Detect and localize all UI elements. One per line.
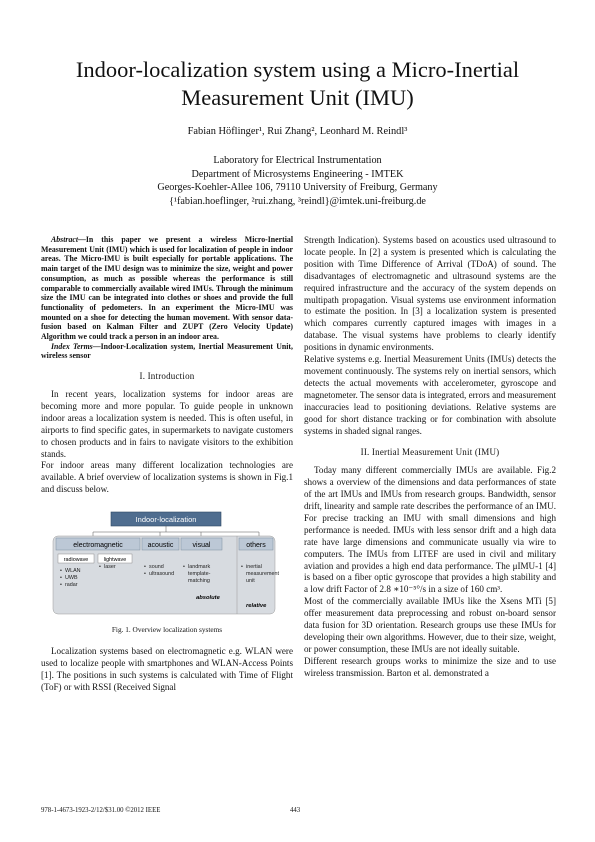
title-line-2: Measurement Unit (IMU): [181, 85, 414, 110]
intro-paragraph-1: In recent years, localization systems for indoor areas are becoming more and more popular. To guide people in unknown indoor areas a localization system is needed. This is often useful, in airports to find specific gates, in supermarkets to navigate customers to chosen products and in fairs to navigate visitors to the exhibition stands.: [41, 389, 293, 459]
root-label: Indoor-localization: [135, 515, 197, 525]
abstract: [41, 235, 293, 342]
section-heading-introduction: I. Introduction: [139, 371, 195, 382]
paper-title: [40, 56, 555, 112]
svg-text:•: •: [60, 575, 62, 582]
label-absolute: absolute: [196, 595, 220, 602]
item-template: template-: [188, 571, 211, 578]
item-laser: laser: [104, 564, 116, 571]
item-sound: sound: [149, 564, 164, 571]
localization-overview-diagram: [41, 506, 293, 618]
item-inertial: inertial: [246, 564, 262, 571]
category-visual: visual: [192, 542, 211, 550]
right-paragraph-2: Relative systems e.g. Inertial Measurement Units (IMUs) detects the movement continuously. The systems rely on inertial sensors, which detects the actual movements with accelerometer, gyroscope and magnetometer. The sensor data is integrated, errors and measurement inaccuracies lead to positioning deviations. Relative systems are good for short distance tracking or for combination with absolute systems in shaded signal ranges.: [304, 354, 556, 436]
index-terms-label: Index Terms: [51, 341, 93, 351]
item-radar: radar: [65, 582, 78, 589]
item-matching: matching: [188, 578, 210, 585]
right-column: [304, 235, 556, 680]
footer-page-number: 443: [290, 807, 301, 814]
item-ultrasound: ultrasound: [149, 571, 175, 578]
figure-1: [41, 506, 293, 618]
right-paragraph-4: Most of the commercially available IMUs like the Xsens MTi [5] offer measurement data preprocessing and robust on-board sensor data fusion for 3D orientation. Research groups use these IMUs for developing their own algorithms. However, due to their size, weight, or power consumption, these IMUs are not ideally suitable.: [304, 596, 556, 654]
affiliation-line-2: Department of Microsystems Engineering - IMTEK: [191, 168, 404, 180]
authors: Fabian Höflinger¹, Rui Zhang², Leonhard M. Reindl³: [187, 126, 408, 137]
svg-text:•: •: [144, 564, 146, 571]
abstract-text: —In this paper we present a wireless Micro-Inertial Measurement Unit (IMU) which is used for localization of people in indoor areas. The Micro-IMU is built especially for portable applications. The main target of the IMU design was to minimize the size, weight and power consumption, as much as possible whereas the performance is still comparable to commercially available wired IMUs. Through the minimum size the IMU can be integrated into clothes or shoes and provide the full functionality of pedometers. In an experiment the Micro-IMU was mounted on a shoe for detecting the human movement. With sensor data-fusion based on Kalman Filter and ZUPT (Zero Velocity Update) Algorithm we could track a person in an indoor area.: [41, 235, 293, 342]
affiliation-line-1: Laboratory for Electrical Instrumentation: [213, 155, 382, 166]
svg-text:•: •: [183, 564, 185, 571]
label-relative: relative: [246, 603, 267, 610]
category-acoustic: acoustic: [147, 542, 174, 550]
svg-text:•: •: [60, 568, 62, 575]
figure-1-caption: Fig. 1. Overview localization systems: [111, 625, 223, 635]
svg-text:•: •: [144, 571, 146, 578]
right-paragraph-1: Strength Indication). Systems based on acoustics used ultrasound to locate people. In [2] a system is presented which is calculating the position with Time Difference of Arrival (TDoA) of sound. The disadvantages of electromagnetic and ultrasound systems are the required infrastructure and the accuracy of the system depends on multipath propagation. Visual systems use environment information to estimate the position. In [3] a localization system is presented which compares currently captured images with images in a database. The visual systems have problems to clearly identify positions in dynamic environments.: [304, 235, 556, 353]
index-terms-text: —Indoor-Localization system, Inertial Measurement Unit, wireless sensor: [41, 341, 293, 361]
svg-text:•: •: [241, 564, 243, 571]
right-paragraph-5: Different research groups works to minimize the size and to use wireless transmission. Barton et al. demonstrated a: [304, 655, 556, 678]
title-line-1: Indoor-localization system using a Micro-Inertial: [75, 57, 520, 82]
sub-lightwave: lightwave: [103, 557, 127, 564]
intro-paragraph-2: For indoor areas many different localization technologies are available. A brief overview of localization systems is shown in Fig.1 and discuss below.: [41, 460, 293, 495]
affiliation-line-3: Georges-Koehler-Allee 106, 79110 University of Freiburg, Germany: [157, 182, 438, 194]
sub-radiowave: radiowave: [63, 557, 89, 564]
item-landmark: landmark: [188, 564, 211, 571]
index-terms: [41, 342, 293, 361]
category-electromagnetic: electromagnetic: [73, 542, 123, 550]
item-measurement: measurement: [246, 571, 279, 578]
svg-text:•: •: [99, 564, 101, 571]
svg-text:•: •: [60, 582, 62, 589]
item-wlan: WLAN: [65, 568, 81, 575]
affiliation-emails: {¹fabian.hoeflinger, ²rui.zhang, ³reindl}@imtek.uni-freiburg.de: [169, 195, 426, 207]
item-uwb: UWB: [65, 575, 78, 582]
affiliation: [40, 154, 555, 208]
category-others: others: [246, 542, 266, 550]
abstract-label: Abstract: [51, 235, 79, 244]
footer-isbn: 978-1-4673-1923-2/12/$31.00 ©2012 IEEE: [41, 807, 161, 814]
item-unit: unit: [246, 578, 255, 585]
left-paragraph-after-figure: Localization systems based on electromagnetic e.g. WLAN were used to localize people with smartphones and WLAN-Access Points [1]. The positions in such systems is calculated with Time of Flight (ToF) or with RSSI (Received Signal: [41, 646, 293, 692]
right-paragraph-3: Today many different commercially IMUs are available. Fig.2 shows a overview of the dimensions and data performances of state of the art IMUs and IMUs from research groups. Bandwidth, sensor drift, linearity and sample rate describes the performance of an IMU. For precise tracking an IMU with small dimensions and high performance is needed. IMUs with less sensor drift and a high data rate have large dimensions and communicate usually via wire to computers. The IMUs from LITEF are used in civil and military aviation and provides a high end data performance. The μIMU-1 [4] is based on a fiber optic gyroscope that provides a high stability and a low drift Factor of 2.8 ∗10⁻⁵°/s in a size of 160 cm³.: [304, 465, 556, 595]
section-heading-imu: II. Inertial Measurement Unit (IMU): [360, 447, 500, 458]
left-column: [41, 235, 293, 694]
